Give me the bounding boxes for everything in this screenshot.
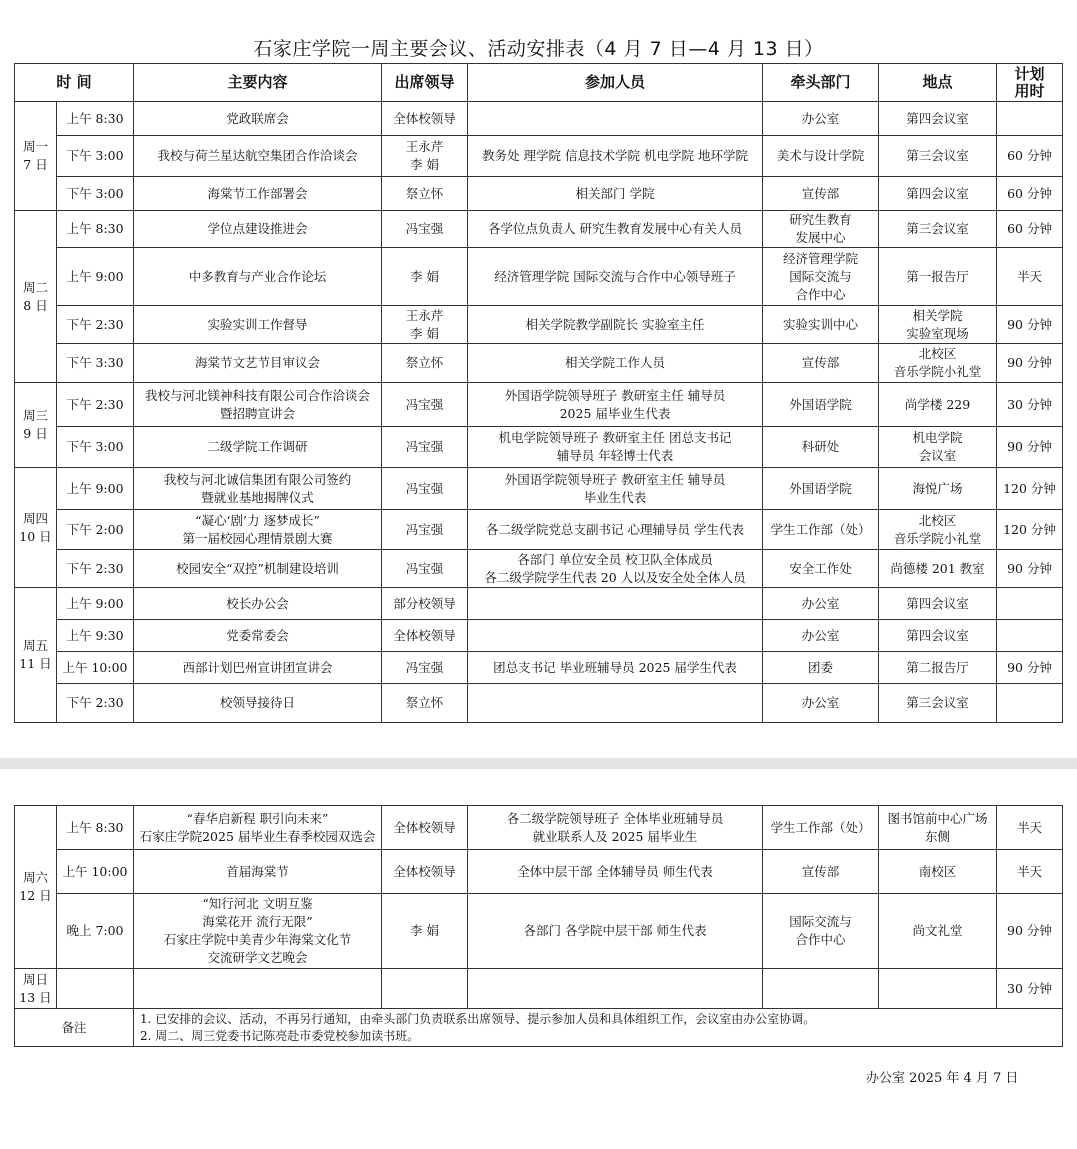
cell-duration: 30 分钟 (997, 383, 1063, 427)
cell-location: 第四会议室 (879, 177, 997, 211)
cell-dept: 办公室 (763, 588, 879, 620)
cell-dept: 学生工作部（处） (763, 510, 879, 550)
day-label: 周一 7 日 (15, 102, 57, 211)
cell-leader: 冯宝强 (382, 468, 468, 510)
cell-content: 二级学院工作调研 (134, 427, 382, 468)
cell-participants: 外国语学院领导班子 教研室主任 辅导员 毕业生代表 (468, 468, 763, 510)
cell-dept: 国际交流与 合作中心 (763, 894, 879, 969)
cell-participants: 各二级学院党总支副书记 心理辅导员 学生代表 (468, 510, 763, 550)
header-time: 时 间 (15, 64, 134, 102)
cell-participants (468, 102, 763, 136)
cell-content: 海棠节工作部署会 (134, 177, 382, 211)
cell-participants (468, 588, 763, 620)
cell-content: 校领导接待日 (134, 684, 382, 723)
header-location: 地点 (879, 64, 997, 102)
cell-participants: 机电学院领导班子 教研室主任 团总支书记 辅导员 年轻博士代表 (468, 427, 763, 468)
cell-location: 机电学院 会议室 (879, 427, 997, 468)
cell-leader: 李 娟 (382, 248, 468, 306)
cell-location: 第四会议室 (879, 102, 997, 136)
cell-time: 下午 2:30 (57, 306, 134, 344)
cell-content: 西部计划巴州宣讲团宣讲会 (134, 652, 382, 684)
schedule-row (15, 468, 1063, 510)
cell-location: 第二报告厅 (879, 652, 997, 684)
cell-time (57, 969, 134, 1009)
cell-duration: 60 分钟 (997, 136, 1063, 177)
cell-location: 尚学楼 229 (879, 383, 997, 427)
day-label: 周三 9 日 (15, 383, 57, 468)
cell-duration: 半天 (997, 248, 1063, 306)
cell-location (879, 969, 997, 1009)
page-break-divider (0, 758, 1077, 769)
cell-leader: 祭立怀 (382, 344, 468, 383)
schedule-table-main (14, 63, 1063, 723)
cell-time: 下午 2:30 (57, 684, 134, 723)
cell-time: 下午 2:30 (57, 550, 134, 588)
cell-participants: 全体中层干部 全体辅导员 师生代表 (468, 850, 763, 894)
cell-dept: 办公室 (763, 684, 879, 723)
cell-location: 南校区 (879, 850, 997, 894)
cell-location: 尚文礼堂 (879, 894, 997, 969)
schedule-row (15, 620, 1063, 652)
cell-duration (997, 102, 1063, 136)
footer-signature: 办公室 2025 年 4 月 7 日 (866, 1071, 1019, 1086)
cell-dept: 团委 (763, 652, 879, 684)
schedule-row (15, 684, 1063, 723)
cell-location: 相关学院 实验室现场 (879, 306, 997, 344)
cell-participants: 教务处 理学院 信息技术学院 机电学院 地环学院 (468, 136, 763, 177)
cell-dept: 经济管理学院 国际交流与 合作中心 (763, 248, 879, 306)
cell-dept: 科研处 (763, 427, 879, 468)
cell-leader: 冯宝强 (382, 427, 468, 468)
cell-dept: 宣传部 (763, 850, 879, 894)
cell-dept (763, 969, 879, 1009)
cell-leader: 冯宝强 (382, 550, 468, 588)
cell-leader: 冯宝强 (382, 652, 468, 684)
schedule-row (15, 806, 1063, 850)
cell-location: 图书馆前中心广场 东侧 (879, 806, 997, 850)
cell-duration: 90 分钟 (997, 652, 1063, 684)
cell-participants: 相关学院工作人员 (468, 344, 763, 383)
schedule-row (15, 969, 1063, 1009)
cell-duration: 90 分钟 (997, 306, 1063, 344)
cell-content: 海棠节文艺节目审议会 (134, 344, 382, 383)
day-label: 周六 12 日 (15, 806, 57, 969)
cell-content: 校园安全“双控”机制建设培训 (134, 550, 382, 588)
cell-leader: 全体校领导 (382, 850, 468, 894)
cell-leader: 祭立怀 (382, 177, 468, 211)
cell-content: 我校与荷兰星达航空集团合作洽谈会 (134, 136, 382, 177)
cell-duration: 半天 (997, 806, 1063, 850)
schedule-row (15, 306, 1063, 344)
header-row (15, 64, 1063, 102)
schedule-row (15, 344, 1063, 383)
cell-content: “春华启新程 职引向未来” 石家庄学院2025 届毕业生春季校园双选会 (134, 806, 382, 850)
cell-participants: 外国语学院领导班子 教研室主任 辅导员 2025 届毕业生代表 (468, 383, 763, 427)
header-dept: 牵头部门 (763, 64, 879, 102)
schedule-row (15, 177, 1063, 211)
cell-location: 第四会议室 (879, 588, 997, 620)
cell-dept: 宣传部 (763, 177, 879, 211)
notes-label: 备注 (15, 1009, 134, 1047)
header-content: 主要内容 (134, 64, 382, 102)
cell-participants: 各部门 各学院中层干部 师生代表 (468, 894, 763, 969)
cell-participants (468, 969, 763, 1009)
cell-content: 首届海棠节 (134, 850, 382, 894)
cell-content: 学位点建设推进会 (134, 211, 382, 248)
cell-time: 下午 3:00 (57, 136, 134, 177)
cell-participants: 相关学院教学副院长 实验室主任 (468, 306, 763, 344)
cell-dept: 办公室 (763, 102, 879, 136)
cell-time: 上午 8:30 (57, 102, 134, 136)
page-title: 石家庄学院一周主要会议、活动安排表（4 月 7 日—4 月 13 日） (253, 38, 824, 60)
header-leader: 出席领导 (382, 64, 468, 102)
day-label: 周日 13 日 (15, 969, 57, 1009)
header-participants: 参加人员 (468, 64, 763, 102)
cell-duration: 90 分钟 (997, 427, 1063, 468)
cell-participants: 各学位点负责人 研究生教育发展中心有关人员 (468, 211, 763, 248)
cell-time: 上午 9:00 (57, 248, 134, 306)
header-duration: 计划 用时 (997, 64, 1063, 102)
schedule-row (15, 588, 1063, 620)
cell-time: 下午 3:30 (57, 344, 134, 383)
schedule-row (15, 383, 1063, 427)
cell-dept: 实验实训中心 (763, 306, 879, 344)
day-label: 周二 8 日 (15, 211, 57, 383)
cell-leader: 李 娟 (382, 894, 468, 969)
notes-row (15, 1009, 1063, 1047)
cell-duration: 60 分钟 (997, 211, 1063, 248)
schedule-row (15, 510, 1063, 550)
cell-location: 海悦广场 (879, 468, 997, 510)
cell-dept: 美术与设计学院 (763, 136, 879, 177)
cell-content: 实验实训工作督导 (134, 306, 382, 344)
cell-time: 上午 9:30 (57, 620, 134, 652)
cell-time: 上午 9:00 (57, 468, 134, 510)
cell-content: 我校与河北镁神科技有限公司合作洽谈会 暨招聘宣讲会 (134, 383, 382, 427)
cell-leader: 冯宝强 (382, 383, 468, 427)
cell-duration: 120 分钟 (997, 468, 1063, 510)
cell-location: 第三会议室 (879, 684, 997, 723)
cell-duration: 90 分钟 (997, 550, 1063, 588)
schedule-row (15, 102, 1063, 136)
cell-duration: 60 分钟 (997, 177, 1063, 211)
cell-time: 上午 8:30 (57, 211, 134, 248)
cell-participants: 经济管理学院 国际交流与合作中心领导班子 (468, 248, 763, 306)
cell-time: 上午 9:00 (57, 588, 134, 620)
cell-leader (382, 969, 468, 1009)
cell-duration (997, 684, 1063, 723)
cell-dept: 宣传部 (763, 344, 879, 383)
cell-time: 下午 2:30 (57, 383, 134, 427)
cell-content: 我校与河北诚信集团有限公司签约 暨就业基地揭牌仪式 (134, 468, 382, 510)
cell-dept: 外国语学院 (763, 468, 879, 510)
cell-dept: 办公室 (763, 620, 879, 652)
cell-content (134, 969, 382, 1009)
cell-dept: 安全工作处 (763, 550, 879, 588)
cell-content: 党政联席会 (134, 102, 382, 136)
note-item: 2. 周二、周三党委书记陈亮赴市委党校参加读书班。 (140, 1028, 420, 1043)
schedule-row (15, 850, 1063, 894)
cell-time: 上午 10:00 (57, 652, 134, 684)
day-label: 周五 11 日 (15, 588, 57, 723)
cell-content: “凝心‘剧’力 逐梦成长” 第一届校园心理情景剧大赛 (134, 510, 382, 550)
day-label: 周四 10 日 (15, 468, 57, 588)
cell-duration (997, 620, 1063, 652)
cell-location: 第三会议室 (879, 211, 997, 248)
cell-leader: 冯宝强 (382, 510, 468, 550)
cell-time: 下午 3:00 (57, 427, 134, 468)
cell-leader: 祭立怀 (382, 684, 468, 723)
cell-content: 党委常委会 (134, 620, 382, 652)
cell-content: 校长办公会 (134, 588, 382, 620)
cell-time: 上午 8:30 (57, 806, 134, 850)
cell-duration (997, 588, 1063, 620)
cell-location: 北校区 音乐学院小礼堂 (879, 344, 997, 383)
cell-leader: 全体校领导 (382, 102, 468, 136)
cell-dept: 外国语学院 (763, 383, 879, 427)
cell-location: 第四会议室 (879, 620, 997, 652)
schedule-row (15, 136, 1063, 177)
cell-location: 第三会议室 (879, 136, 997, 177)
cell-leader: 冯宝强 (382, 211, 468, 248)
cell-participants: 相关部门 学院 (468, 177, 763, 211)
cell-duration: 120 分钟 (997, 510, 1063, 550)
cell-content: 中多教育与产业合作论坛 (134, 248, 382, 306)
cell-duration: 90 分钟 (997, 344, 1063, 383)
cell-time: 下午 2:00 (57, 510, 134, 550)
schedule-row (15, 427, 1063, 468)
notes-text (134, 1009, 1063, 1047)
cell-dept: 学生工作部（处） (763, 806, 879, 850)
schedule-row (15, 248, 1063, 306)
cell-leader: 王永芹 李 娟 (382, 306, 468, 344)
cell-participants: 各部门 单位安全员 校卫队全体成员 各二级学院学生代表 20 人以及安全处全体人员 (468, 550, 763, 588)
cell-location: 北校区 音乐学院小礼堂 (879, 510, 997, 550)
cell-participants: 各二级学院领导班子 全体毕业班辅导员 就业联系人及 2025 届毕业生 (468, 806, 763, 850)
cell-dept: 研究生教育 发展中心 (763, 211, 879, 248)
cell-leader: 部分校领导 (382, 588, 468, 620)
cell-leader: 全体校领导 (382, 806, 468, 850)
schedule-row (15, 211, 1063, 248)
cell-content: “知行河北 文明互鉴 海棠花开 流行无限” 石家庄学院中美青少年海棠文化节 交流研学文艺晚会 (134, 894, 382, 969)
schedule-table-weekend (14, 805, 1063, 1047)
cell-location: 尚德楼 201 教室 (879, 550, 997, 588)
cell-leader: 全体校领导 (382, 620, 468, 652)
cell-participants (468, 620, 763, 652)
note-item: 1. 已安排的会议、活动，不再另行通知，由牵头部门负责联系出席领导、提示参加人员和具体组织工作，会议室由办公室协调。 (140, 1011, 816, 1026)
cell-time: 晚上 7:00 (57, 894, 134, 969)
schedule-row (15, 550, 1063, 588)
cell-duration: 半天 (997, 850, 1063, 894)
cell-participants: 团总支书记 毕业班辅导员 2025 届学生代表 (468, 652, 763, 684)
cell-location: 第一报告厅 (879, 248, 997, 306)
cell-leader: 王永芹 李 娟 (382, 136, 468, 177)
schedule-row (15, 894, 1063, 969)
schedule-row (15, 652, 1063, 684)
cell-time: 下午 3:00 (57, 177, 134, 211)
cell-time: 上午 10:00 (57, 850, 134, 894)
cell-duration: 90 分钟 (997, 894, 1063, 969)
cell-participants (468, 684, 763, 723)
cell-duration: 30 分钟 (997, 969, 1063, 1009)
